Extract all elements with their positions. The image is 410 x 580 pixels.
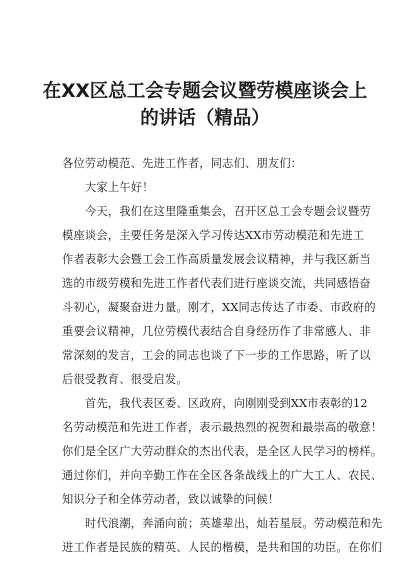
body-text-line: 通过你们，并向辛勤工作在全区各条战线上的广大工人、农民、 xyxy=(62,469,383,482)
document-title xyxy=(40,78,370,132)
document-body xyxy=(62,152,383,560)
body-text-line: 模座谈会，主要任务是深入学习传达XX市劳动模范和先进工 xyxy=(62,229,365,242)
body-text-line: 常深刻的发言，工会的同志也谈了下一步的工作思路，听了以 xyxy=(62,349,371,362)
body-text-line: 首先，我代表区委、区政府，向刚刚受到XX市表彰的12 xyxy=(85,397,368,410)
body-text-line: 斗初心，凝聚奋进力量。刚才，XX同志传达了市委、市政府的 xyxy=(62,301,376,314)
body-text-line: 进工作者是民族的精英、人民的楷模，是共和国的功臣。在你们 xyxy=(62,541,383,554)
body-text-line: 重要会议精神，几位劳模代表结合自身经历作了非常感人、非 xyxy=(62,325,371,338)
body-text-line: 时代浪潮，奔涌向前；英雄辈出，灿若星辰。劳动模范和先 xyxy=(85,517,383,530)
body-text-line: 选的市级劳模和先进工作者代表们进行座谈交流，共同感悟奋 xyxy=(62,277,371,290)
body-text-line: 作者表彰大会暨工会工作高质量发展会议精神，并与我区新当 xyxy=(62,253,371,266)
body-text-line: 你们是全区广大劳动群众的杰出代表，是全区人民学习的榜样。 xyxy=(62,445,383,458)
body-text-line: 知识分子和全体劳动者，致以诚挚的问候！ xyxy=(62,493,280,506)
body-text-line: 今天，我们在这里隆重集会，召开区总工会专题会议暨劳 xyxy=(85,205,371,218)
body-text-line: 名劳动模范和先进工作者，表示最热烈的祝贺和最崇高的敬意！ xyxy=(62,421,383,434)
title-line-1: 在XX区总工会专题会议暨劳模座谈会上 xyxy=(42,81,368,102)
title-line-2: 的讲话（精品） xyxy=(140,108,270,129)
body-text-line: 各位劳动模范、先进工作者，同志们、朋友们： xyxy=(62,157,303,170)
body-text-line: 大家上午好！ xyxy=(85,181,154,194)
body-text-line: 后很受教育、很受启发。 xyxy=(62,373,188,386)
